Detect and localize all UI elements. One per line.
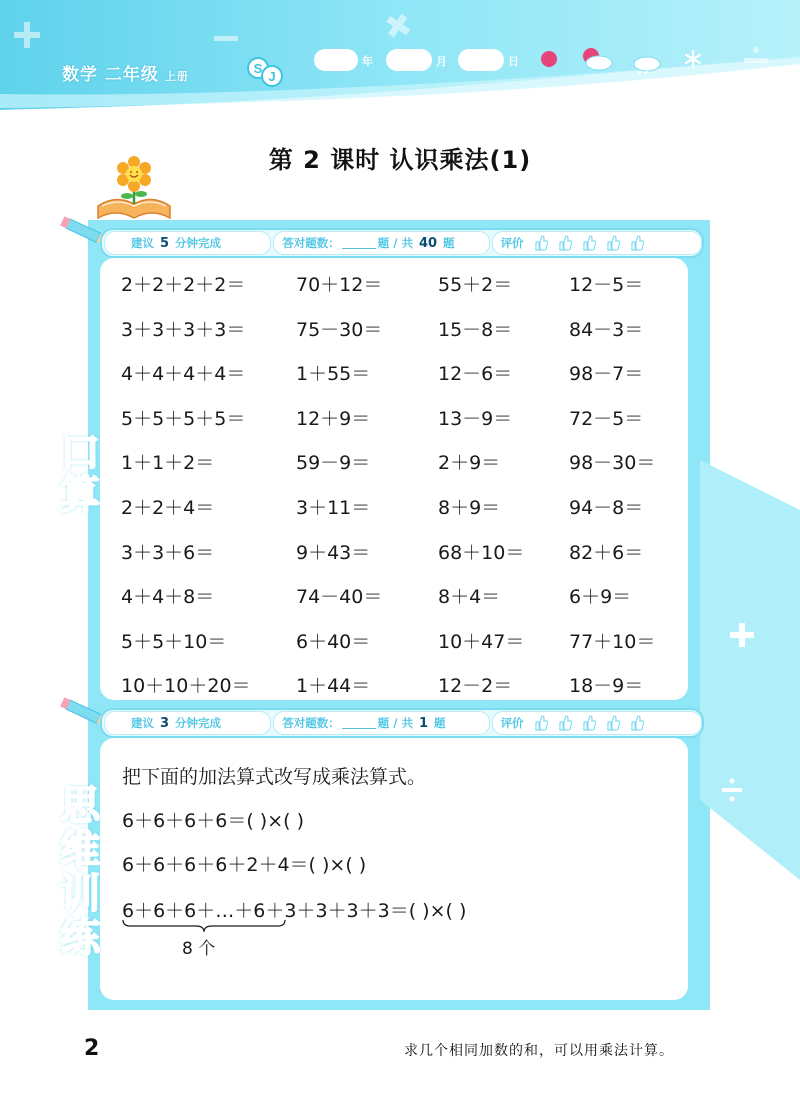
- frame-right-extension: [700, 460, 800, 880]
- oral-equation: 3＋3＋6＝: [121, 542, 215, 564]
- thumb-up-icon[interactable]: [558, 715, 572, 731]
- oral-equation: 15－8＝: [438, 319, 513, 341]
- total-label: 题 / 共: [377, 716, 413, 730]
- oral-info-bar: [100, 228, 704, 258]
- suggested-time: [104, 711, 271, 735]
- oral-equation: 8＋4＝: [438, 586, 501, 608]
- oral-equation: 12－5＝: [569, 274, 644, 296]
- sun-icon[interactable]: [540, 50, 558, 68]
- thumb-up-icon[interactable]: [534, 235, 548, 251]
- oral-equation: 98－30＝: [569, 452, 656, 474]
- total-suffix: 题: [443, 236, 455, 250]
- instruction-text: 把下面的加法算式改写成乘法算式。: [122, 766, 427, 788]
- oral-equation: 75－30＝: [296, 319, 383, 341]
- underbrace: [122, 918, 286, 934]
- date-year-field[interactable]: [314, 49, 358, 71]
- date-month-field[interactable]: [386, 49, 432, 71]
- suggest-suffix: 分钟完成: [175, 716, 222, 730]
- correct-label: 答对题数：: [282, 236, 340, 250]
- suggest-prefix: 建议: [131, 236, 154, 250]
- oral-side-char: 口: [60, 430, 100, 476]
- correct-count-field[interactable]: [342, 718, 376, 729]
- oral-equation: 94－8＝: [569, 497, 644, 519]
- oral-equation: 18－9＝: [569, 675, 644, 697]
- oral-equation: 72－5＝: [569, 408, 644, 430]
- rewrite-line-2[interactable]: 6＋6＋6＋6＋2＋4＝( )×( ): [122, 854, 367, 876]
- total-label: 题 / 共: [377, 236, 413, 250]
- oral-equation: 9＋43＝: [296, 542, 371, 564]
- remaining-terms: ＋3＋3＋3＋3＝( )×( ): [265, 900, 467, 922]
- oral-equation: 1＋44＝: [296, 675, 371, 697]
- total-count: 1: [418, 715, 428, 731]
- oral-equation: 98－7＝: [569, 363, 644, 385]
- brace-label: 8 个: [182, 939, 216, 959]
- thinking-info-bar: [100, 708, 704, 738]
- oral-equation: 4＋4＋8＝: [121, 586, 215, 608]
- correct-count-field[interactable]: [342, 238, 376, 249]
- oral-equation: 59－9＝: [296, 452, 371, 474]
- oral-equation: 2＋9＝: [438, 452, 501, 474]
- lesson-title: 第 2 课时 认识乘法(1): [268, 146, 532, 174]
- oral-equation: 12＋9＝: [296, 408, 371, 430]
- oral-equation: 55＋2＝: [438, 274, 513, 296]
- oral-equation: 5＋5＋10＝: [121, 631, 227, 653]
- thumb-up-icon[interactable]: [606, 715, 620, 731]
- thumb-up-icon[interactable]: [558, 235, 572, 251]
- oral-equation: 68＋10＝: [438, 542, 525, 564]
- oral-equation: 12－6＝: [438, 363, 513, 385]
- suggested-time: [104, 231, 271, 255]
- thumb-up-icon[interactable]: [534, 715, 548, 731]
- oral-equation: 6＋40＝: [296, 631, 371, 653]
- oral-equation: 1＋55＝: [296, 363, 371, 385]
- thumb-up-icon[interactable]: [582, 715, 596, 731]
- cloud-sun-icon[interactable]: [580, 46, 614, 72]
- oral-equation: 5＋5＋5＋5＝: [121, 408, 246, 430]
- thinking-side-char: 维: [60, 827, 100, 873]
- thumb-up-icon[interactable]: [630, 235, 644, 251]
- oral-equation: 70＋12＝: [296, 274, 383, 296]
- rating: [492, 231, 702, 255]
- oral-equation: 4＋4＋4＋4＝: [121, 363, 246, 385]
- thinking-side-char: 思: [60, 783, 100, 829]
- oral-equation: 77＋10＝: [569, 631, 656, 653]
- suggest-minutes: 3: [160, 715, 170, 731]
- total-suffix: 题: [434, 716, 446, 730]
- suggest-minutes: 5: [160, 235, 170, 251]
- oral-equation: 1＋1＋2＝: [121, 452, 215, 474]
- oral-equation: 2＋2＋2＋2＝: [121, 274, 246, 296]
- thinking-side-char: 训: [60, 871, 100, 917]
- subject-label: 数学 二年级: [62, 65, 159, 85]
- correct-count: [273, 711, 489, 735]
- oral-equation: 13－9＝: [438, 408, 513, 430]
- thumb-up-icon[interactable]: [606, 235, 620, 251]
- badge-s: S: [253, 61, 263, 76]
- badge-j: J: [268, 69, 276, 84]
- cloud-icon[interactable]: [632, 52, 662, 74]
- oral-equation: 3＋3＋3＋3＝: [121, 319, 246, 341]
- oral-equation: 12－2＝: [438, 675, 513, 697]
- thumb-up-icon[interactable]: [582, 235, 596, 251]
- flower-book-icon: [92, 156, 176, 222]
- brace-terms: 6＋6＋6＋…＋6: [122, 900, 266, 922]
- total-count: 40: [418, 235, 438, 251]
- suggest-prefix: 建议: [131, 716, 154, 730]
- oral-equation: 2＋2＋4＝: [121, 497, 215, 519]
- oral-equation: 10＋47＝: [438, 631, 525, 653]
- publisher-badge: [246, 54, 286, 88]
- thinking-side-char: 练: [60, 915, 100, 961]
- term-label: 上册: [164, 70, 189, 83]
- oral-equation: 84－3＝: [569, 319, 644, 341]
- correct-label: 答对题数：: [282, 716, 340, 730]
- oral-equation: 74－40＝: [296, 586, 383, 608]
- oral-equation: 8＋9＝: [438, 497, 501, 519]
- correct-count: [273, 231, 489, 255]
- rating: [492, 711, 702, 735]
- thumb-up-icon[interactable]: [630, 715, 644, 731]
- date-day-label: 日: [508, 55, 519, 68]
- rating-label: 评价: [500, 716, 524, 730]
- snowflake-icon[interactable]: [683, 49, 703, 69]
- date-day-field[interactable]: [458, 49, 504, 71]
- date-year-label: 年: [362, 55, 373, 68]
- oral-equation: 82＋6＝: [569, 542, 644, 564]
- rating-label: 评价: [500, 236, 524, 250]
- page-number: 2: [84, 1036, 100, 1061]
- subject-grade: [62, 60, 189, 85]
- oral-side-char: 算: [60, 472, 100, 518]
- rewrite-line-1[interactable]: 6＋6＋6＋6＝( )×( ): [122, 810, 305, 832]
- footer-tip: 求几个相同加数的和，可以用乘法计算。: [404, 1043, 674, 1059]
- oral-equation: 6＋9＝: [569, 586, 632, 608]
- thinking-side-label: [50, 784, 110, 960]
- date-month-label: 月: [436, 55, 447, 68]
- oral-equation: 3＋11＝: [296, 497, 371, 519]
- oral-side-label: [50, 432, 110, 516]
- suggest-suffix: 分钟完成: [175, 236, 222, 250]
- oral-equation: 10＋10＋20＝: [121, 675, 251, 697]
